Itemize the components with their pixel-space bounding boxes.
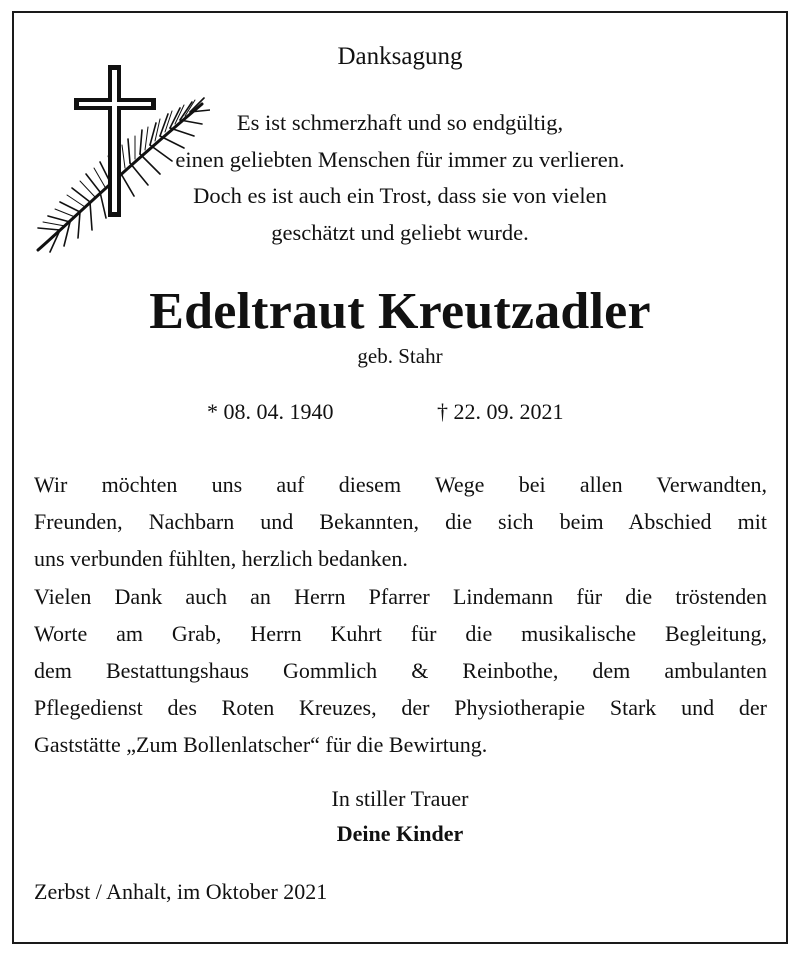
body-line: Wir möchten uns auf diesem Wege bei allen Verwandten, — [34, 472, 767, 497]
death-date: † 22. 09. 2021 — [437, 399, 564, 424]
cross-icon — [74, 65, 156, 217]
poem-line: einen geliebten Menschen für immer zu verlieren. — [175, 146, 625, 172]
heading-danksagung: Danksagung — [337, 43, 463, 70]
birth-name: geb. Stahr — [357, 344, 443, 368]
poem-line: Doch es ist auch ein Trost, dass sie von vielen — [193, 183, 607, 208]
body-line: uns verbunden fühlten, herzlich bedanken. — [34, 546, 408, 572]
body-line: Freunden, Nachbarn und Bekannten, die sich beim Abschied mit — [34, 509, 767, 535]
poem-line: geschätzt und geliebt wurde. — [271, 219, 529, 245]
body-line: Vielen Dank auch an Herrn Pfarrer Lindemann für die tröstenden — [34, 583, 767, 609]
place-and-date: Zerbst / Anhalt, im Oktober 2021 — [34, 879, 328, 904]
thank-you-text — [34, 466, 767, 764]
poem-line: Es ist schmerzhaft und so endgültig, — [236, 110, 564, 135]
memorial-poem — [160, 105, 640, 251]
deceased-name: Edeltraut Kreutzadler — [149, 283, 651, 340]
body-line: Worte am Grab, Herrn Kuhrt für die musikalische Begleitung, — [34, 620, 767, 646]
body-line: Gaststätte „Zum Bollenlatscher“ für die Bewirtung. — [34, 732, 488, 758]
birth-date: * 08. 04. 1940 — [207, 399, 334, 424]
signature: Deine Kinder — [336, 821, 464, 846]
closing-block — [0, 781, 800, 851]
body-line: Pflegedienst des Roten Kreuzes, der Physiotherapie Stark und der — [34, 695, 767, 721]
body-line: dem Bestattungshaus Gommlich & Reinbothe, dem ambulanten — [34, 658, 767, 684]
closing-phrase: In stiller Trauer — [331, 786, 469, 811]
